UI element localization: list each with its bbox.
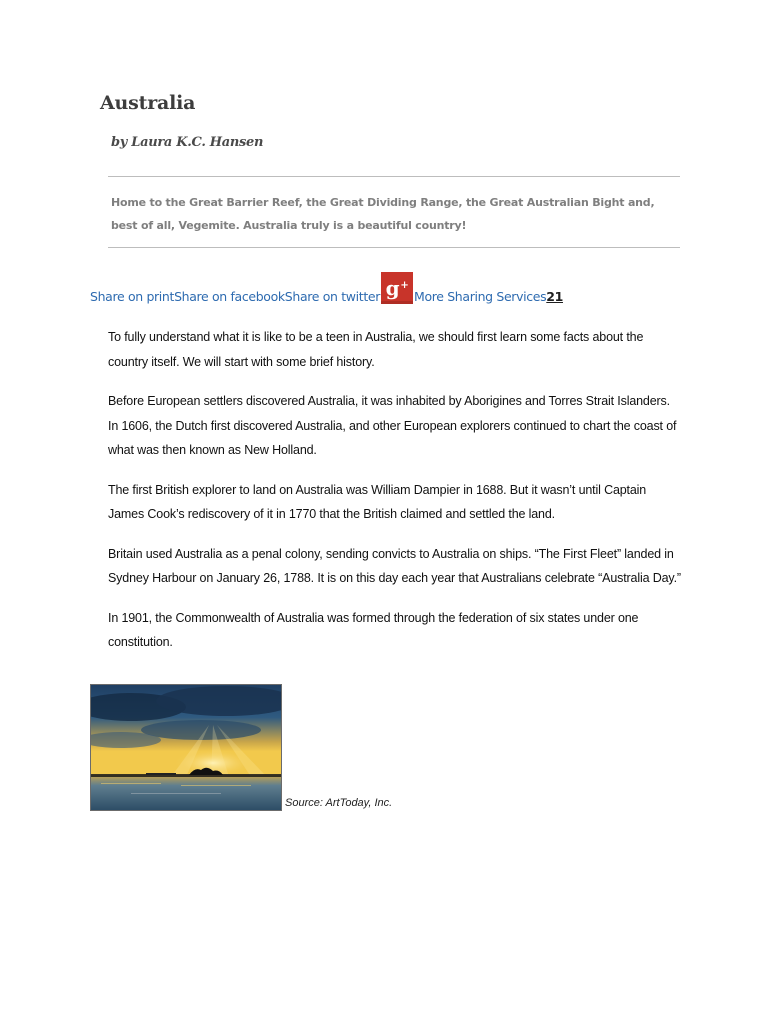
body-paragraph: Britain used Australia as a penal colony, sending convicts to Australia on ships. “The First Fleet” landed in Sydney Harbour on January 26, 1788. It is on this day each year that Australians celebrate “Australia Day.” [108,546,681,585]
body-paragraph: The first British explorer to land on Australia was William Dampier in 1688. But it wasn’t until Captain James Cook’s rediscovery of it in 1770 that the British claimed and settled the land. [108,482,647,521]
photo-caption: Source: ArtToday, Inc. [285,797,393,809]
intro-top-divider [108,176,680,177]
article-title: Australia [100,92,196,114]
share-bar [90,270,563,306]
google-plus-glyph: g [385,276,400,300]
sunset-photo [90,684,282,811]
intro-bottom-divider [108,247,680,248]
article-byline: by Laura K.C. Hansen [111,135,264,150]
share-twitter-link[interactable]: Share on twitter [284,289,381,304]
article-body [108,325,683,670]
share-facebook-link[interactable]: Share on facebook [174,289,285,304]
google-plus-icon[interactable] [381,272,413,304]
body-paragraph: Before European settlers discovered Australia, it was inhabited by Aborigines and Torres Strait Islanders. In 1606, the Dutch first discovered Australia, and other European explorers continued to chart the coast of what was then known as New Holland. [108,394,677,457]
share-print-link[interactable]: Share on print [90,289,175,304]
article-intro: Home to the Great Barrier Reef, the Great Dividing Range, the Great Australian Bight and, best of all, Vegemite. Australia truly is a beautiful country! [111,196,655,232]
body-paragraph: In 1901, the Commonwealth of Australia was formed through the federation of six states under one constitution. [108,610,639,649]
google-plus-sup: + [400,279,409,291]
more-sharing-services-link[interactable]: More Sharing Services [414,289,547,304]
share-count[interactable]: 21 [546,289,563,304]
body-paragraph: To fully understand what it is like to be a teen in Australia, we should first learn some facts about the country itself. We will start with some brief history. [108,330,644,369]
